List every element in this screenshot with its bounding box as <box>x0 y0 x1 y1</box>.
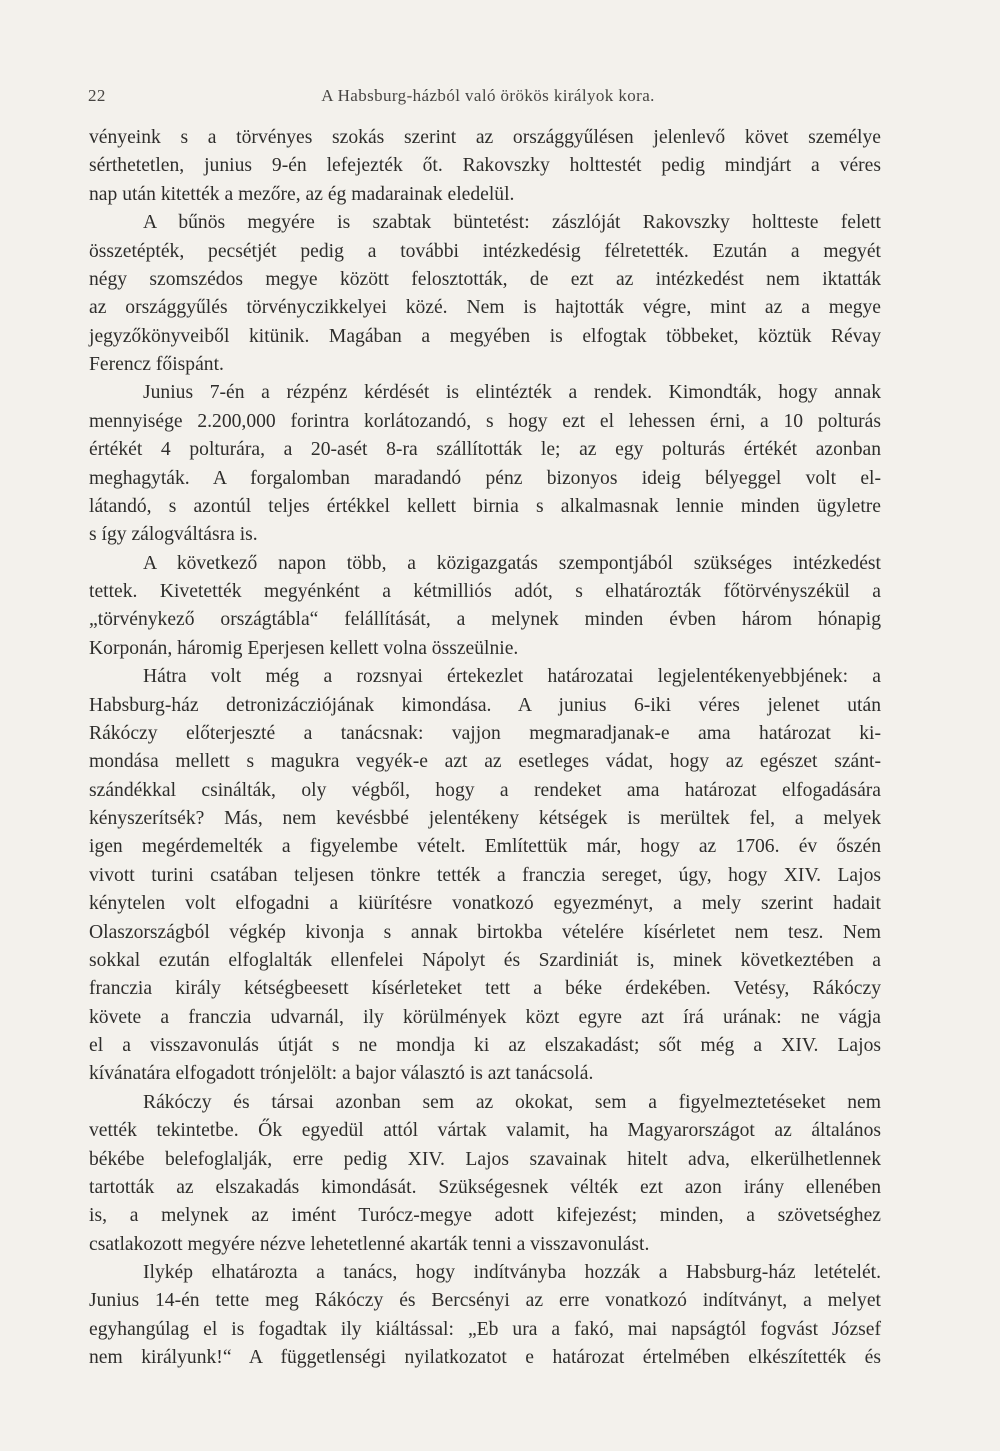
text-line: az országgyűlés törvényczikkelyei közé. Nem is hajtották végre, mint az a megye <box>89 297 881 319</box>
text-line: sérthetetlen, junius 9-én lefejezték őt. Rakovszky holttestét pedig mindjárt a véres <box>89 155 881 177</box>
text-line: tartották az elszakadás kimondását. Szükségesnek vélték ezt azon irány ellenében <box>89 1176 881 1198</box>
text-line: sokkal ezután elfoglalták ellenfelei Nápolyt és Szardiniát is, minek következtében a <box>89 949 881 971</box>
text-line: Junius 7-én a rézpénz kérdését is elintézték a rendek. Kimondták, hogy annak <box>143 382 881 404</box>
text-line: jegyzőkönyveiből kitünik. Magában a megyében is elfogtak többeket, köztük Révay <box>89 325 881 347</box>
text-line: „törvénykező országtábla“ felállítását, a melynek minden évben három hónapig <box>89 609 881 631</box>
page-number: 22 <box>88 86 106 105</box>
text-line: tettek. Kivetették megyénként a kétmilliós adót, s elhatározták főtörvényszékül a <box>89 581 881 602</box>
text-line: Hátra volt még a rozsnyai értekezlet határozatai legjelentékenyebbjének: a <box>143 666 881 688</box>
text-line: értékét 4 polturára, a 20-asét 8-ra szállították le; az egy polturás értékét azonban <box>89 439 881 461</box>
text-line: A következő napon több, a közigazgatás szempontjából szükséges intézkedést <box>143 552 881 574</box>
text-line: kényszerítsék? Más, nem kevésbbé jelentékeny kétségek is merültek fel, a melyek <box>89 808 881 829</box>
text-line: Junius 14-én tette meg Rákóczy és Bercsényi az erre vonatkozó indítványt, a melyet <box>89 1290 881 1312</box>
text-line: csatlakozott megyére nézve lehetetlenné akarták tenni a visszavonulást. <box>89 1233 650 1255</box>
text-line: békébe belefoglalják, erre pedig XIV. Lajos szavainak hitelt adva, elkerülhetlennek <box>89 1148 881 1170</box>
text-line: látandó, s azontúl teljes értékkel kellett birnia s alkalmasnak lennie minden ügyletre <box>89 495 881 517</box>
text-line: összetépték, pecsétjét pedig a további intézkedésig félretették. Ezután a megyét <box>89 240 881 262</box>
text-line: igen megérdemelték a figyelembe vételt. Említettük már, hogy az 1706. év őszén <box>89 836 881 858</box>
text-line: nap után kitették a mezőre, az ég madarainak eledelül. <box>89 183 515 205</box>
text-line: s így zálogváltásra is. <box>89 524 258 546</box>
text-line: Olaszországból végkép kivonja s annak birtokba vételére kísérletet nem tesz. Nem <box>89 921 881 943</box>
body-text <box>89 124 881 1373</box>
text-line: szándékkal csinálták, oly végből, hogy a rendeket ama határozat elfogadására <box>89 779 881 801</box>
text-line: vivott turini csatában teljesen tönkre tették a franczia sereget, úgy, hogy XIV. Lajos <box>89 864 881 886</box>
text-line: egyhangúlag el is fogadtak ily kiáltással: „Eb ura a fakó, mai napságtól fogvást József <box>89 1318 881 1340</box>
text-line: Ilykép elhatározta a tanács, hogy indítványba hozzák a Habsburg-ház letételét. <box>143 1262 881 1283</box>
text-line: meghagyták. A forgalomban maradandó pénz bizonyos ideig bélyeggel volt el- <box>89 467 881 489</box>
text-line: el a visszavonulás útját s ne mondja ki az elszakadást; sőt még a XIV. Lajos <box>89 1035 881 1056</box>
text-line: követe a franczia udvarnál, ily körülmények közt egyre azt írá urának: ne vágja <box>89 1006 881 1028</box>
text-line: Rákóczy előterjeszté a tanácsnak: vajjon megmaradjanak-e ama határozat ki- <box>89 722 881 744</box>
text-line: franczia király kétségbeesett kísérleteket tett a béke érdekében. Vetésy, Rákóczy <box>89 978 881 1000</box>
text-line: Rákóczy és társai azonban sem az okokat, sem a figyelmeztetéseket nem <box>143 1091 881 1113</box>
text-line: kívánatára elfogadott trónjelölt: a bajor választó is azt tanácsolá. <box>89 1063 594 1085</box>
text-line: vették tekintetbe. Ők egyedül attól vártak valamit, ha Magyarországot az általános <box>89 1120 881 1142</box>
text-line: mondása mellett s magukra vegyék-e azt az esetleges vádat, hogy az egészet szánt- <box>89 751 881 773</box>
running-title: A Habsburg-házból való örökös királyok kora. <box>321 86 655 105</box>
text-line: Korponán, háromig Eperjesen kellett volna összeülnie. <box>89 637 519 659</box>
text-line: Ferencz főispánt. <box>89 354 224 375</box>
page-header <box>88 86 888 110</box>
text-line: négy szomszédos megye között felosztották, de ezt az intézkedést nem iktatták <box>89 268 881 290</box>
text-line: is, a melynek az imént Turócz-megye adott kifejezést; minden, a szövetséghez <box>89 1205 881 1227</box>
text-line: mennyisége 2.200,000 forintra korlátozandó, s hogy ezt el lehessen érni, a 10 polturás <box>89 410 881 432</box>
text-line: A bűnös megyére is szabtak büntetést: zászlóját Rakovszky holtteste felett <box>143 212 881 234</box>
text-line: kénytelen volt elfogadni a kiürítésre vonatkozó egyezményt, a mely szerint hadait <box>89 893 881 915</box>
text-line: vényeink s a törvényes szokás szerint az országgyűlésen jelenlevő követ személye <box>89 127 881 148</box>
text-line: Habsburg-ház detronizácziójának kimondása. A junius 6-iki véres jelenet után <box>89 694 881 716</box>
text-line: nem királyunk!“ A függetlenségi nyilatkozatot e határozat értelmében elkészítették és <box>89 1347 881 1369</box>
